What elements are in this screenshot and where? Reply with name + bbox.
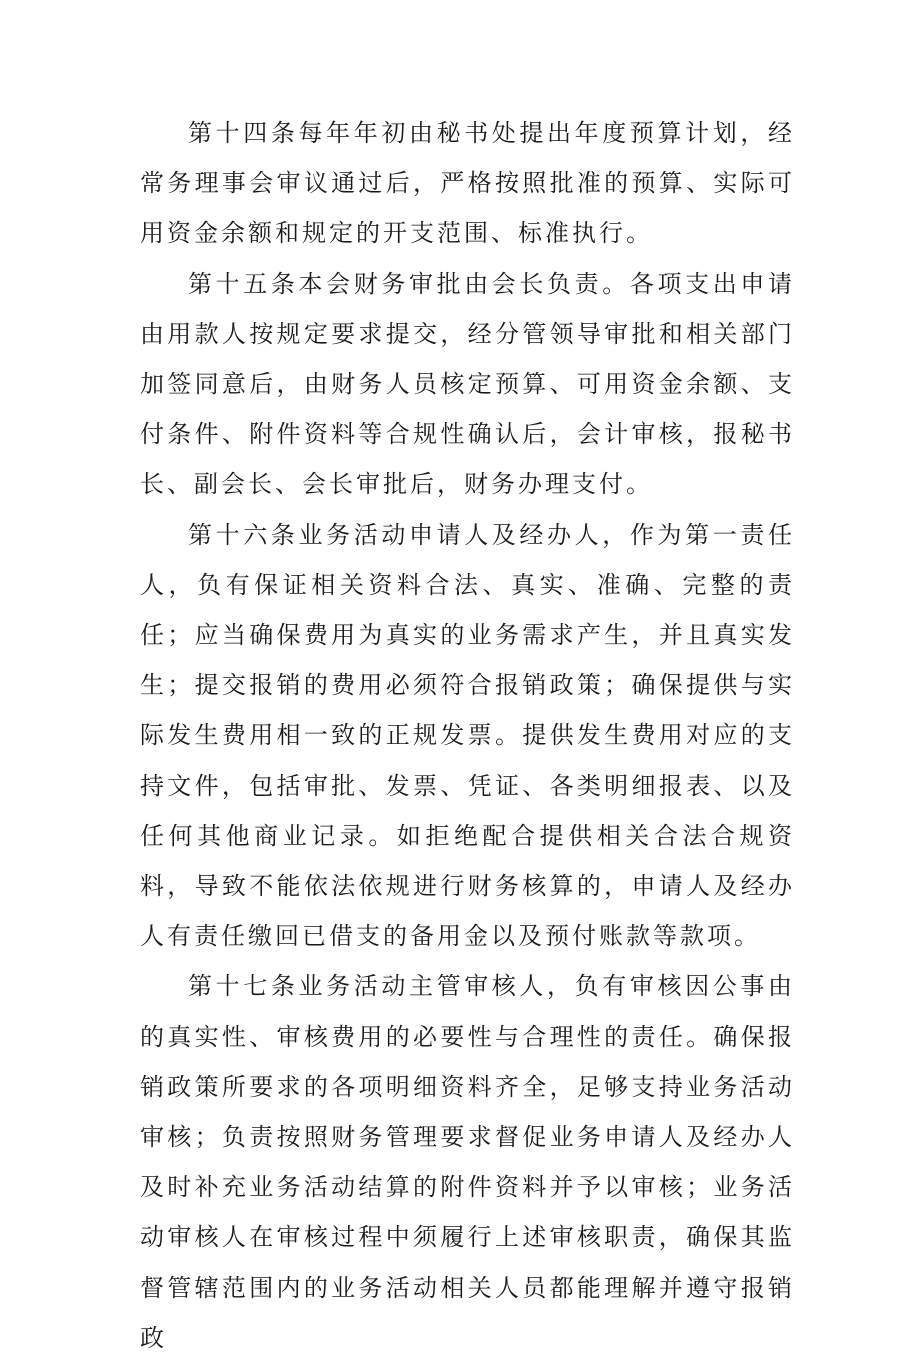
article-15-paragraph: 第十五条本会财务审批由会长负责。各项支出申请由用款人按规定要求提交，经分管领导审批和相关部门加签同意后，由财务人员核定预算、可用资金余额、支付条件、附件资料等合规性确认后，会计审核，报秘书长、副会长、会长审批后，财务办理支付。 <box>140 269 795 499</box>
document-body <box>140 108 795 1363</box>
article-14-paragraph: 第十四条每年年初由秘书处提出年度预算计划，经常务理事会审议通过后，严格按照批准的预算、实际可用资金余额和规定的开支范围、标准执行。 <box>140 119 795 248</box>
article-17-paragraph: 第十七条业务活动主管审核人，负有审核因公事由的真实性、审核费用的必要性与合理性的责任。确保报销政策所要求的各项明细资料齐全，足够支持业务活动审核；负责按照财务管理要求督促业务申请人及经办人及时补充业务活动结算的附件资料并予以审核；业务活动审核人在审核过程中须履行上述审核职责，确保其监督管辖范围内的业务活动相关人员都能理解并遵守报销政 <box>140 972 795 1352</box>
article-16-paragraph: 第十六条业务活动申请人及经办人，作为第一责任人，负有保证相关资料合法、真实、准确、完整的责任；应当确保费用为真实的业务需求产生，并且真实发生；提交报销的费用必须符合报销政策；确保提供与实际发生费用相一致的正规发票。提供发生费用对应的支持文件，包括审批、发票、凭证、各类明细报表、以及任何其他商业记录。如拒绝配合提供相关合法合规资料，导致不能依法依规进行财务核算的，申请人及经办人有责任缴回已借支的备用金以及预付账款等款项。 <box>140 520 795 951</box>
